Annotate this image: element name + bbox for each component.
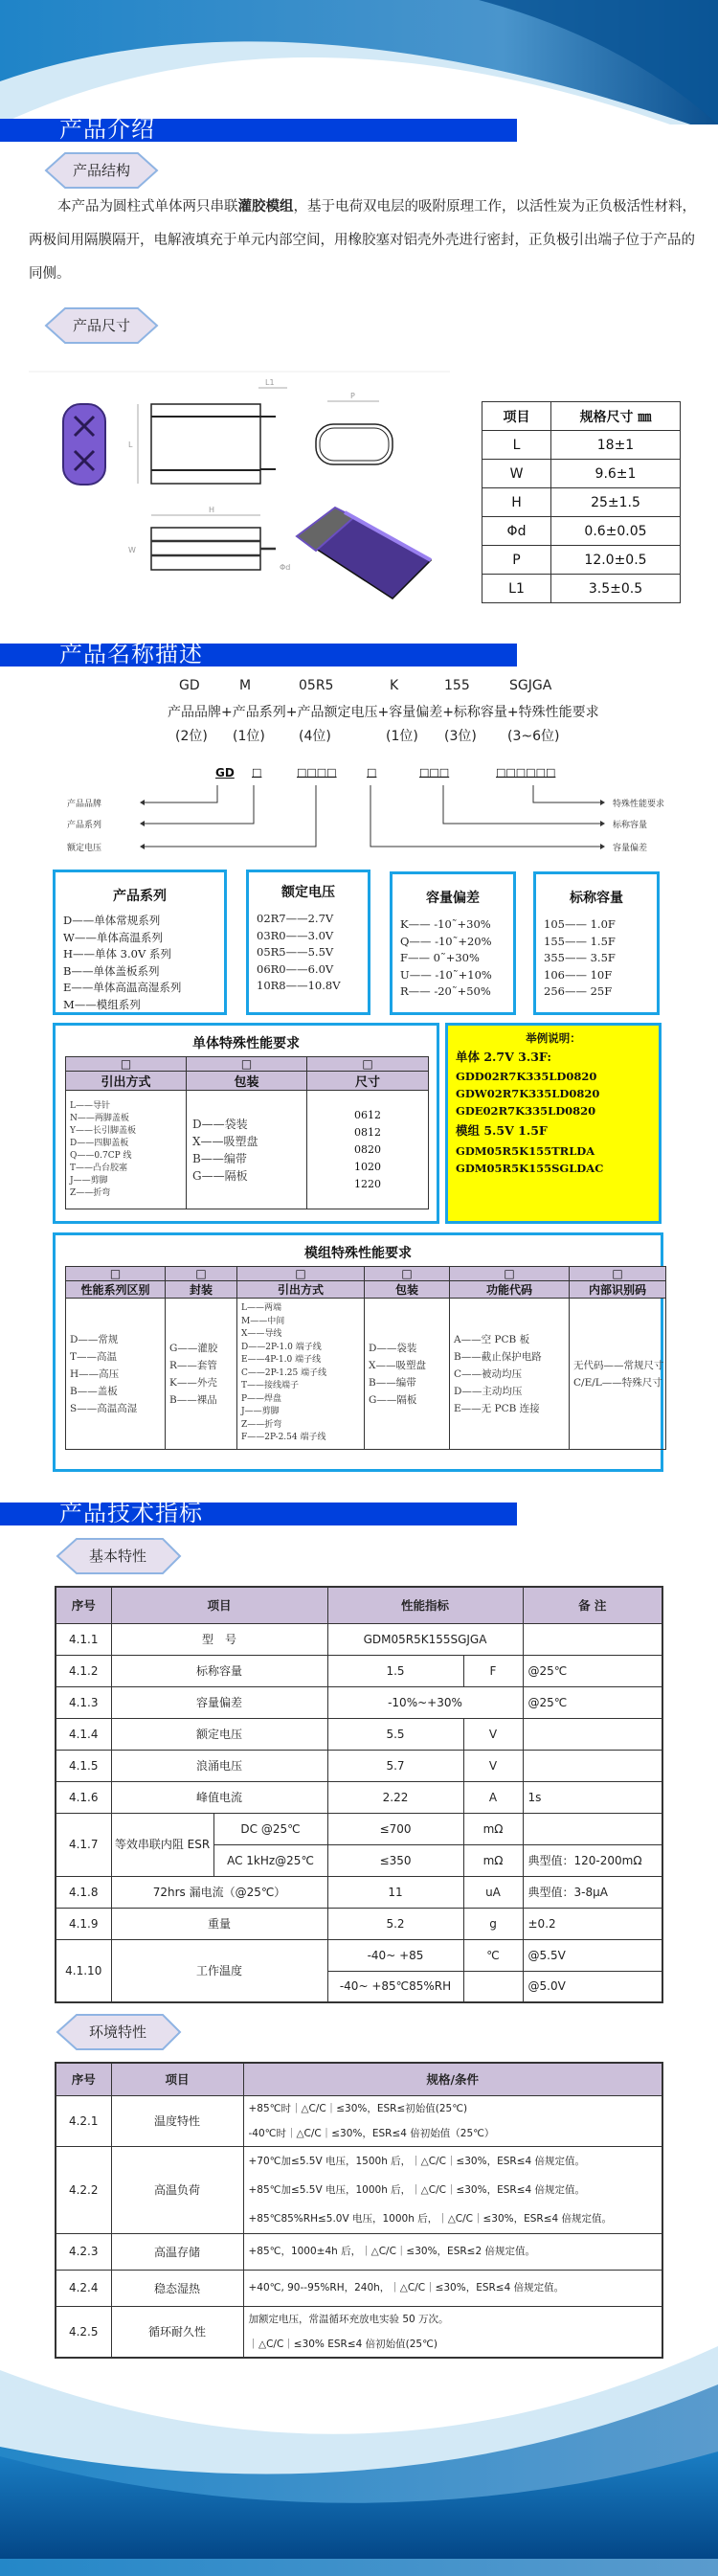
box-line: 355—— 3.5F — [544, 951, 616, 964]
box-line: 03R0——3.0V — [257, 928, 334, 942]
code-box-icon: □ — [307, 1057, 429, 1072]
cell: 11 — [327, 1876, 463, 1908]
digit-label: (1位) — [233, 729, 265, 744]
table-row — [56, 1623, 662, 1655]
end-view-icon — [63, 404, 105, 485]
header-cell: 项目 — [111, 1587, 327, 1623]
diagram-label: 产品系列 — [67, 821, 102, 830]
cell: 4.2.3 — [56, 2233, 111, 2270]
box-title: 标称容量 — [570, 891, 623, 906]
cell: mΩ — [463, 1813, 523, 1844]
svg-text:L: L — [128, 441, 133, 449]
cell: 典型值：120-200mΩ — [523, 1844, 662, 1876]
table-row — [66, 1091, 429, 1209]
naming-formula: 产品品牌+产品系列+产品额定电压+容量偏差+标称容量+特殊性能要求 — [168, 705, 599, 720]
digit-label: (4位) — [299, 729, 331, 744]
svg-text:Φd: Φd — [280, 563, 291, 572]
box-line: M——模组系列 — [63, 997, 141, 1011]
cell: 4.2.5 — [56, 2306, 111, 2358]
cell: F — [463, 1655, 523, 1686]
option-line: G——灌胶 — [169, 1342, 218, 1354]
section-title: 产品技术指标 — [59, 1500, 203, 1526]
option-line: B——裸品 — [169, 1393, 217, 1406]
connector-lines — [0, 766, 718, 862]
diagram-code: GD — [215, 766, 235, 780]
example-code: GDM05R5K155TRLDA — [456, 1144, 595, 1158]
code-box-icon: □ — [166, 1267, 237, 1281]
naming-digits — [0, 726, 718, 745]
cell: mΩ — [463, 1844, 523, 1876]
box-title: 模组特殊性能要求 — [304, 1246, 412, 1261]
header-cell: 序号 — [56, 1587, 111, 1623]
cell: ℃ — [463, 1939, 523, 1971]
digit-label: (3位) — [444, 729, 477, 744]
module-special-box — [53, 1232, 663, 1472]
table-row — [482, 575, 681, 603]
table-header-row — [482, 402, 681, 431]
cell — [523, 1813, 662, 1844]
box-line: 05R5——5.5V — [257, 945, 334, 959]
option-line: Z——折弯 — [70, 1187, 111, 1198]
example-code: GDD02R7K335LD0820 — [456, 1070, 597, 1083]
cell: ≤350 — [327, 1844, 463, 1876]
example-heading: 模组 5.5V 1.5F — [456, 1123, 548, 1138]
diagram-code: □□□□ — [297, 766, 337, 779]
svg-text:W: W — [128, 546, 136, 554]
cell: A — [463, 1781, 523, 1813]
cell: L1 — [482, 575, 551, 603]
badge-env — [56, 2013, 190, 2051]
example-box — [445, 1023, 662, 1224]
intro-paragraph — [29, 191, 699, 291]
table-row — [56, 2095, 662, 2146]
spec-line: 加额定电压，常温循环充放电实验 50 万次。 — [248, 2313, 449, 2325]
header-cell: 功能代码 — [450, 1281, 570, 1299]
header-cell: 包装 — [365, 1281, 450, 1299]
cell: GDM05R5K155SGJGA — [327, 1623, 523, 1655]
option-line: B——编带 — [192, 1151, 247, 1165]
option-line: T——凸台胶塞 — [70, 1163, 128, 1173]
option-line: Q——0.7CP 线 — [70, 1150, 132, 1161]
table-row — [56, 1686, 662, 1718]
code-box-icon: □ — [66, 1267, 166, 1281]
cell: @5.0V — [523, 1971, 662, 2002]
diagram-label: 容量偏差 — [613, 844, 648, 853]
option-line: L——导针 — [70, 1100, 110, 1111]
badge-label: 环境特性 — [88, 2023, 146, 2041]
code-series: M — [239, 678, 252, 693]
code-voltage: 05R5 — [299, 678, 334, 693]
header-cell: 项目 — [482, 402, 551, 431]
footer-wave-decoration — [0, 2346, 718, 2576]
cell — [523, 1623, 662, 1655]
diagram-code: □□□ — [419, 766, 450, 779]
box-line: R—— -20˜+50% — [400, 984, 491, 998]
table-row — [56, 1655, 662, 1686]
cell: 4.1.6 — [56, 1781, 111, 1813]
single-special-table — [65, 1056, 429, 1209]
code-box-icon: □ — [237, 1267, 365, 1281]
box-line: B——单体盖板系列 — [63, 963, 160, 978]
example-heading: 单体 2.7V 3.3F: — [456, 1050, 551, 1064]
option-line: S——高温高湿 — [70, 1402, 138, 1414]
diagram-code: □ — [367, 766, 377, 779]
cell: 标称容量 — [111, 1655, 327, 1686]
badge-label: 产品尺寸 — [72, 317, 130, 334]
option-line: C——2P-1.25 端子线 — [241, 1367, 327, 1378]
header-cell: 项目 — [111, 2063, 243, 2095]
table-row — [56, 1939, 662, 1971]
option-line: 0820 — [354, 1142, 381, 1156]
box-line: 105—— 1.0F — [544, 917, 616, 931]
code-box-icon: □ — [365, 1267, 450, 1281]
box-line: 256—— 25F — [544, 984, 613, 998]
option-line: J——剪脚 — [70, 1175, 108, 1186]
box-line: D——单体常规系列 — [63, 914, 161, 927]
table-row — [56, 1718, 662, 1750]
cell: 5.5 — [327, 1718, 463, 1750]
cell: 额定电压 — [111, 1718, 327, 1750]
diagram-code: □□□□□□ — [496, 766, 556, 779]
header-row — [66, 1281, 666, 1299]
cell: g — [463, 1908, 523, 1939]
dimension-table — [482, 401, 681, 603]
option-line: 1220 — [354, 1177, 381, 1190]
diagram-label: 标称容量 — [613, 821, 648, 830]
cell: 稳态湿热 — [111, 2270, 243, 2306]
cell: 型 号 — [111, 1623, 327, 1655]
box-line: 106—— 10F — [544, 967, 613, 982]
cell: 4.2.2 — [56, 2146, 111, 2233]
example-code: GDW02R7K335LD0820 — [456, 1087, 600, 1100]
cell: AC 1kHz@25℃ — [213, 1844, 327, 1876]
cell: uA — [463, 1876, 523, 1908]
cell: ≤700 — [327, 1813, 463, 1844]
header-row — [56, 1587, 662, 1623]
module-special-table — [65, 1266, 666, 1450]
option-line: 无代码——常规尺寸 — [573, 1359, 664, 1371]
code-box-icon: □ — [450, 1267, 570, 1281]
cell: 峰值电流 — [111, 1781, 327, 1813]
header-cell: 封装 — [166, 1281, 237, 1299]
badge-label: 产品结构 — [72, 162, 130, 179]
cell: @5.5V — [523, 1939, 662, 1971]
spec-line: ｜△C/C｜≤30% ESR≤4 倍初始值(25℃) — [248, 2338, 438, 2350]
cell — [463, 1971, 523, 2002]
cell: -40~ +85 — [327, 1939, 463, 1971]
header-cell: 引出方式 — [237, 1281, 365, 1299]
cell: 高温存储 — [111, 2233, 243, 2270]
cell: Φd — [482, 517, 551, 546]
diagram-label: 额定电压 — [67, 844, 102, 853]
cell: 工作温度 — [111, 1939, 327, 2002]
cell: -40~ +85℃85%RH — [327, 1971, 463, 2002]
box-line: W——单体高温系列 — [63, 930, 163, 944]
naming-codes — [0, 678, 718, 697]
cell: 4.1.4 — [56, 1718, 111, 1750]
box-line: F—— 0˜+30% — [400, 951, 480, 964]
option-line: D——常规 — [70, 1333, 119, 1345]
spec-line: +85℃加≤5.5V 电压，1000h 后，｜△C/C｜≤30%，ESR≤4 倍规定值。 — [248, 2183, 586, 2196]
code-tolerance: K — [390, 678, 399, 693]
table-row — [482, 517, 681, 546]
option-line: K——外壳 — [169, 1376, 217, 1389]
table-row — [56, 1781, 662, 1813]
header-wave-decoration — [0, 0, 718, 124]
capacity-box — [533, 871, 660, 1015]
table-row — [482, 460, 681, 488]
spec-line: -40℃时｜△C/C｜≤30%，ESR≤4 倍初始值（25℃） — [248, 2127, 495, 2139]
option-line: E——4P-1.0 端子线 — [241, 1355, 322, 1366]
cell: 9.6±1 — [551, 460, 681, 488]
table-row — [56, 1876, 662, 1908]
table-row — [56, 2270, 662, 2306]
env-spec-table — [55, 2062, 663, 2359]
cell: 高温负荷 — [111, 2146, 243, 2233]
cell: 循环耐久性 — [111, 2306, 243, 2358]
cell: 1.5 — [327, 1655, 463, 1686]
diagram-label: 产品品牌 — [67, 800, 102, 809]
box-title: 产品系列 — [113, 889, 167, 904]
section-bar-intro — [0, 116, 517, 143]
cell: P — [482, 546, 551, 575]
table-row — [56, 1750, 662, 1781]
header-cell: 性能系列区别 — [66, 1281, 166, 1299]
box-line: 155—— 1.5F — [544, 934, 616, 948]
example-title: 举例说明： — [526, 1031, 581, 1045]
cell: 4.1.3 — [56, 1686, 111, 1718]
header-cell: 备 注 — [523, 1587, 662, 1623]
cell: 72hrs 漏电流（@25℃） — [111, 1876, 327, 1908]
cell: 4.2.4 — [56, 2270, 111, 2306]
option-line: P——焊盘 — [241, 1393, 282, 1404]
example-code: GDE02R7K335LD0820 — [456, 1104, 596, 1118]
box-line: Q—— -10˜+20% — [400, 934, 492, 948]
cell: 温度特性 — [111, 2095, 243, 2146]
cell: V — [463, 1750, 523, 1781]
section-title: 产品名称描述 — [59, 641, 203, 667]
option-line: Y——长引脚盖板 — [70, 1125, 136, 1136]
section-title: 产品介绍 — [59, 116, 155, 143]
option-line: X——导线 — [241, 1329, 282, 1340]
3d-view-icon — [297, 508, 431, 599]
option-line: D——主动均压 — [454, 1385, 523, 1397]
option-line: Z——折弯 — [241, 1419, 282, 1430]
spec-line: +85℃85%RH≤5.0V 电压，1000h 后，｜△C/C｜≤30%，ESR≤4 倍规定值。 — [248, 2212, 613, 2225]
digit-label: (3~6位) — [507, 729, 560, 744]
code-special: SGJGA — [509, 678, 552, 693]
header-cell: 包装 — [187, 1072, 307, 1091]
table-row — [482, 488, 681, 517]
intro-text: ，基于电荷双电层的吸附原理工作，以活性炭为正负极活性材料，两极间用隔膜隔开，电解液填充于单元内部空间，用橡胶塞对铝壳外壳进行密封，正负极引出端子位于产品的同侧。 — [29, 199, 696, 282]
box-title: 容量偏差 — [426, 891, 480, 906]
badge-basic — [56, 1537, 190, 1575]
cell: 4.1.5 — [56, 1750, 111, 1781]
header-cell: 内部识别码 — [570, 1281, 666, 1299]
option-line: H——高压 — [70, 1367, 120, 1380]
cell: 2.22 — [327, 1781, 463, 1813]
box-line: 10R8——10.8V — [257, 979, 341, 992]
table-row — [56, 1813, 662, 1844]
header-row — [56, 2063, 662, 2095]
option-line: R——套管 — [169, 1359, 217, 1371]
cell: 典型值：3-8μA — [523, 1876, 662, 1908]
cell: @25℃ — [523, 1686, 662, 1718]
voltage-box — [246, 870, 370, 1015]
option-line: D——2P-1.0 端子线 — [241, 1342, 322, 1352]
naming-diagram — [0, 766, 718, 862]
option-line: N——两脚盖板 — [70, 1113, 129, 1123]
option-line: B——截止保护电路 — [454, 1350, 542, 1363]
intro-text: 本产品为圆柱式单体两只串联 — [57, 199, 238, 215]
option-line: D——袋装 — [192, 1117, 248, 1131]
cell: 4.1.2 — [56, 1655, 111, 1686]
box-line: E——单体高温高湿系列 — [63, 981, 182, 994]
cell: DC @25℃ — [213, 1813, 327, 1844]
box-title: 额定电压 — [281, 885, 335, 900]
svg-text:L1: L1 — [265, 378, 275, 387]
badge-size — [34, 306, 168, 345]
option-line: J——剪脚 — [241, 1407, 280, 1417]
option-line: F——2P-2.54 端子线 — [241, 1433, 326, 1443]
spec-line: +70℃加≤5.5V 电压，1500h 后，｜△C/C｜≤30%，ESR≤4 倍规定值。 — [248, 2155, 586, 2167]
box-line: H——单体 3.0V 系列 — [63, 947, 171, 960]
cell: 1s — [523, 1781, 662, 1813]
header-cell: 序号 — [56, 2063, 111, 2095]
option-line: M——中间 — [241, 1316, 285, 1326]
header-cell: 规格/条件 — [243, 2063, 662, 2095]
cell: 3.5±0.5 — [551, 575, 681, 603]
cell: 4.2.1 — [56, 2095, 111, 2146]
cell: 4.1.9 — [56, 1908, 111, 1939]
spec-line: +40℃, 90--95%RH，240h，｜△C/C｜≤30%，ESR≤4 倍规定值。 — [248, 2282, 565, 2294]
glyph-row — [66, 1267, 666, 1281]
header-row — [66, 1072, 429, 1091]
option-line: D——四脚盖板 — [70, 1138, 129, 1148]
option-line: B——编带 — [369, 1376, 416, 1389]
header-cell: 规格尺寸 ㎜ — [551, 402, 681, 431]
tolerance-box — [390, 871, 516, 1015]
box-title: 单体特殊性能要求 — [192, 1036, 300, 1051]
table-row — [56, 2146, 662, 2233]
cell: V — [463, 1718, 523, 1750]
cell — [523, 1718, 662, 1750]
cell: 4.1.7 — [56, 1813, 111, 1876]
cell: 4.1.8 — [56, 1876, 111, 1908]
diagram-code: □ — [252, 766, 262, 779]
code-box-icon: □ — [570, 1267, 666, 1281]
cell: 浪涌电压 — [111, 1750, 327, 1781]
cell: 18±1 — [551, 431, 681, 460]
product-drawing — [29, 369, 450, 608]
code-box-icon: □ — [66, 1057, 187, 1072]
option-line: X——吸塑盘 — [369, 1359, 426, 1371]
option-line: T——接线端子 — [241, 1381, 300, 1391]
option-line: D——袋装 — [369, 1342, 417, 1354]
cell: 5.2 — [327, 1908, 463, 1939]
option-line: E——无 PCB 连接 — [454, 1402, 540, 1414]
badge-structure — [34, 151, 168, 190]
option-line: B——盖板 — [70, 1385, 118, 1397]
intro-bold: 灌胶模组 — [237, 199, 294, 215]
cell: 12.0±0.5 — [551, 546, 681, 575]
option-line: G——隔板 — [369, 1393, 417, 1406]
digit-label: (1位) — [386, 729, 418, 744]
header-cell: 引出方式 — [66, 1072, 187, 1091]
table-row — [56, 1908, 662, 1939]
basic-spec-table — [55, 1586, 663, 2003]
glyph-row — [66, 1057, 429, 1072]
code-box-icon: □ — [187, 1057, 307, 1072]
single-special-box — [53, 1023, 439, 1224]
option-line: C/E/L——特殊尺寸 — [573, 1376, 662, 1389]
header-cell: 性能指标 — [327, 1587, 523, 1623]
cell: @25℃ — [523, 1655, 662, 1686]
cell: W — [482, 460, 551, 488]
example-code: GDM05R5K155SGLDAC — [456, 1162, 604, 1175]
box-line: K—— -10˜+30% — [400, 917, 491, 931]
option-line: G——隔板 — [192, 1168, 248, 1183]
svg-text:H: H — [209, 506, 215, 514]
cell: 4.1.10 — [56, 1939, 111, 2002]
option-line: T——高温 — [70, 1350, 118, 1363]
code-brand: GD — [179, 678, 200, 693]
option-line: 0612 — [354, 1108, 381, 1121]
box-line: 02R7——2.7V — [257, 912, 334, 925]
cell: L — [482, 431, 551, 460]
code-capacity: 155 — [444, 678, 470, 693]
spec-line: +85℃时｜△C/C｜≤30%，ESR≤初始值(25℃) — [248, 2102, 468, 2114]
cell: 4.1.1 — [56, 1623, 111, 1655]
badge-label: 基本特性 — [88, 1548, 146, 1565]
section-bar-tech — [0, 1500, 517, 1526]
cell: 5.7 — [327, 1750, 463, 1781]
svg-text:P: P — [350, 392, 355, 400]
digit-label: (2位) — [175, 729, 208, 744]
section-bar-naming — [0, 641, 517, 667]
box-line: 06R0——6.0V — [257, 961, 334, 976]
table-row — [56, 2233, 662, 2270]
cell: 容量偏差 — [111, 1686, 327, 1718]
option-line: 0812 — [354, 1125, 381, 1139]
cell — [523, 1750, 662, 1781]
diagram-label: 特殊性能要求 — [613, 800, 665, 809]
cell: 0.6±0.05 — [551, 517, 681, 546]
table-row — [66, 1299, 666, 1450]
option-line: L——两端 — [241, 1303, 281, 1314]
cell: 等效串联内阻 ESR — [111, 1813, 213, 1876]
cell: -10%~+30% — [327, 1686, 523, 1718]
option-line: X——吸塑盘 — [192, 1134, 258, 1148]
option-line: C——被动均压 — [454, 1367, 523, 1380]
spec-line: +85℃，1000±4h 后，｜△C/C｜≤30%，ESR≤2 倍规定值。 — [248, 2246, 535, 2257]
option-line: A——空 PCB 板 — [454, 1333, 530, 1345]
option-line: 1020 — [354, 1160, 381, 1173]
table-row — [482, 546, 681, 575]
series-box — [53, 870, 227, 1015]
cell: ±0.2 — [523, 1908, 662, 1939]
cell: 25±1.5 — [551, 488, 681, 517]
cell: 重量 — [111, 1908, 327, 1939]
box-line: U—— -10˜+10% — [400, 967, 492, 982]
table-row — [482, 431, 681, 460]
cell: H — [482, 488, 551, 517]
header-cell: 尺寸 — [307, 1072, 429, 1091]
